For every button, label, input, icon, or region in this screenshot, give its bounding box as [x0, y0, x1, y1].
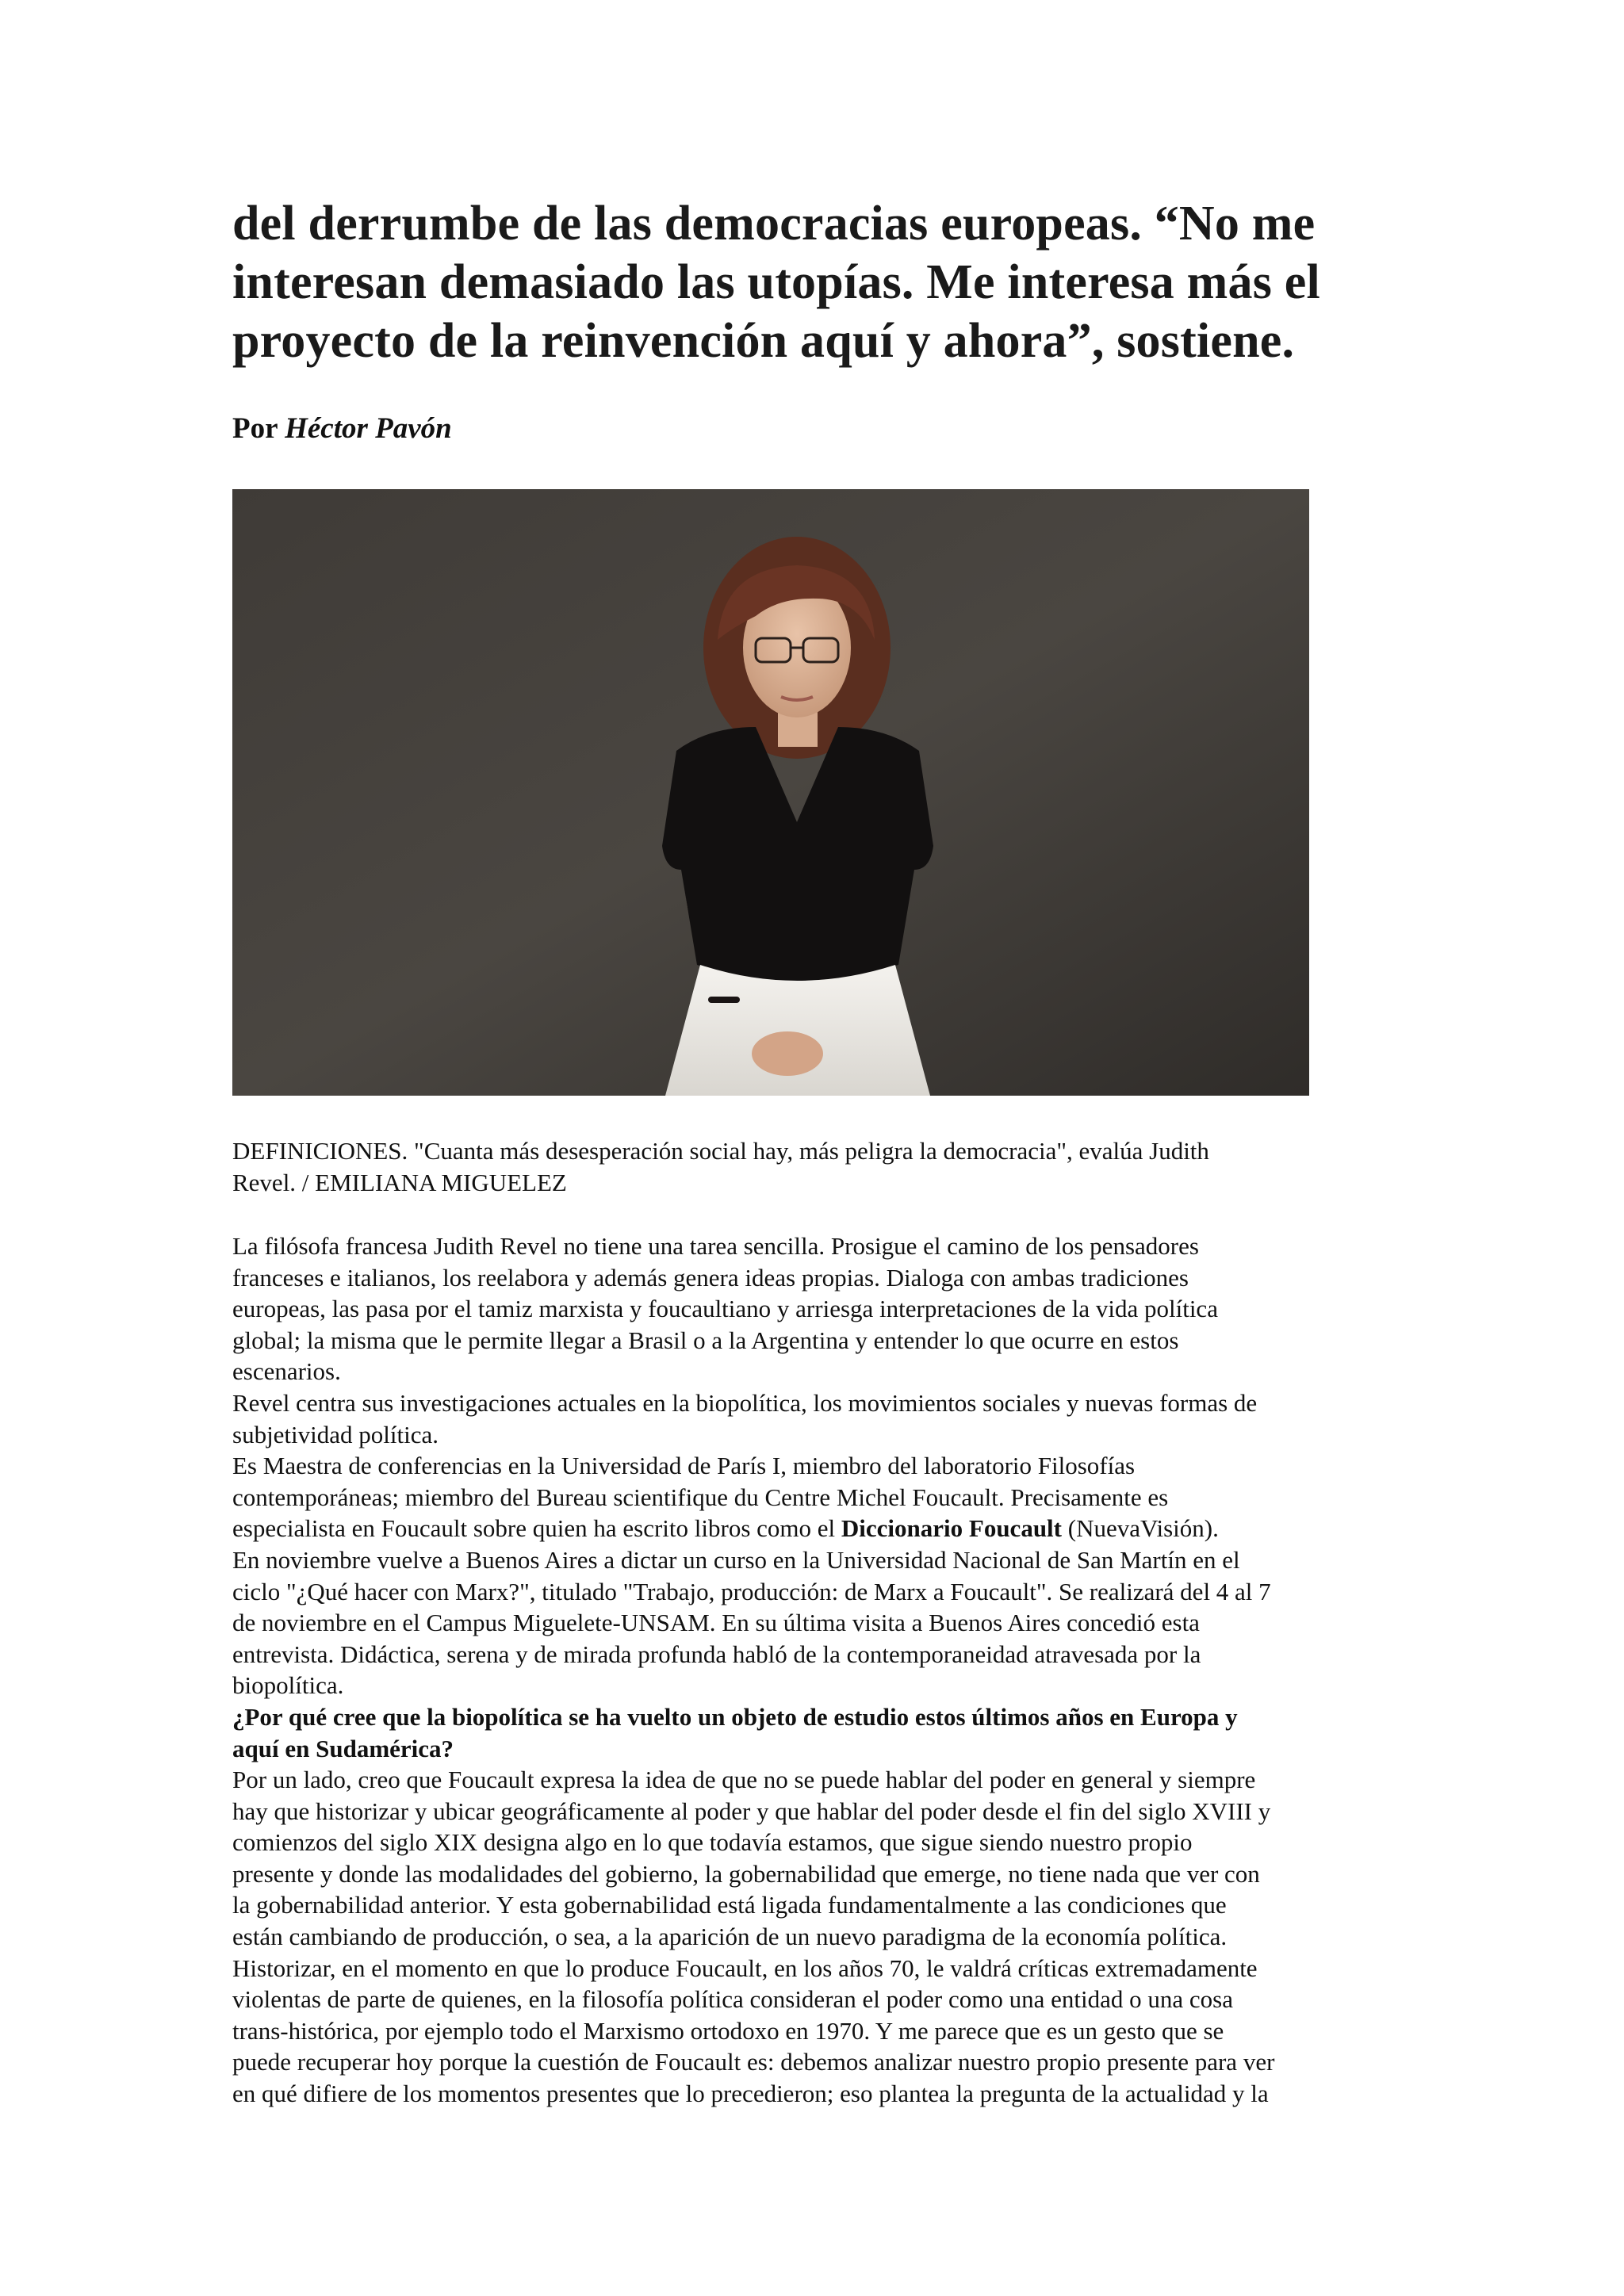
text-line: La filósofa francesa Judith Revel no tiene una tarea sencilla. Prosigue el camino de los pensadores — [232, 1232, 1199, 1260]
text-line: puede recuperar hoy porque la cuestión de Foucault es: debemos analizar nuestro propio presente para ver — [232, 2048, 1275, 2076]
paragraph — [232, 1544, 1398, 1701]
book-title: Diccionario Foucault — [841, 1514, 1062, 1543]
text-line: comienzos del siglo XIX designa algo en lo que todavía estamos, que sigue siendo nuestro propio — [232, 1828, 1193, 1857]
text-line: violentas de parte de quienes, en la filosofía política consideran el poder como una entidad o una cosa — [232, 1985, 1233, 2014]
text-line: entrevista. Didáctica, serena y de mirada profunda habló de la contemporaneidad atravesada por la — [232, 1640, 1201, 1668]
text-line: europeas, las pasa por el tamiz marxista y foucaultiano y arriesga interpretaciones de la vida política — [232, 1295, 1218, 1323]
headline-line: interesan demasiado las utopías. Me interesa más el — [232, 255, 1320, 309]
text-line: de noviembre en el Campus Miguelete-UNSAM. En su última visita a Buenos Aires concedió esta — [232, 1609, 1200, 1637]
portrait-illustration — [232, 489, 1309, 1096]
text-line: contemporáneas; miembro del Bureau scientifique du Centre Michel Foucault. Precisamente es — [232, 1483, 1169, 1511]
text-line: Es Maestra de conferencias en la Universidad de París I, miembro del laboratorio Filosofías — [232, 1452, 1136, 1480]
byline — [232, 411, 1398, 446]
text-line: Revel centra sus investigaciones actuales en la biopolítica, los movimientos sociales y nuevas formas de — [232, 1388, 1258, 1417]
text-line: subjetividad política. — [232, 1420, 439, 1448]
text-line: global; la misma que le permite llegar a Brasil o a la Argentina y entender lo que ocurre en estos — [232, 1326, 1179, 1354]
question-line: aquí en Sudamérica? — [232, 1734, 454, 1762]
caption-line: Revel. / EMILIANA MIGUELEZ — [232, 1169, 567, 1196]
text-line: (NuevaVisión). — [1062, 1514, 1219, 1543]
article — [232, 194, 1398, 2110]
headline-line: proyecto de la reinvención aquí y ahora”, sostiene. — [232, 314, 1295, 368]
question-line: ¿Por qué cree que la biopolítica se ha vuelto un objeto de estudio estos últimos años en Europa y — [232, 1702, 1238, 1731]
text-line: la gobernabilidad anterior. Y esta gobernabilidad está ligada fundamentalmente a las condiciones que — [232, 1891, 1227, 1919]
text-line: biopolítica. — [232, 1671, 344, 1700]
text-line: hay que historizar y ubicar geográficamente al poder y que hablar del poder desde el fin del siglo XVIII y — [232, 1797, 1271, 1825]
byline-author: Héctor Pavón — [285, 412, 452, 445]
text-line: en qué difiere de los momentos presentes que lo precedieron; eso plantea la pregunta de la actualidad y la — [232, 2080, 1269, 2108]
text-line: presente y donde las modalidades del gobierno, la gobernabilidad que emerge, no tiene nada que ver con — [232, 1859, 1260, 1888]
caption-line: DEFINICIONES. "Cuanta más desesperación social hay, más peligra la democracia", evalúa Judith — [232, 1137, 1209, 1165]
paragraph — [232, 1387, 1398, 1450]
text-line: Por un lado, creo que Foucault expresa la idea de que no se puede hablar del poder en general y siempre — [232, 1766, 1256, 1794]
portrait-photo — [232, 489, 1309, 1096]
text-line: están cambiando de producción, o sea, a la aparición de un nuevo paradigma de la economía política. — [232, 1923, 1228, 1951]
text-line: franceses e italianos, los reelabora y además genera ideas propias. Dialoga con ambas tradiciones — [232, 1263, 1189, 1292]
headline — [232, 194, 1398, 370]
headline-line: del derrumbe de las democracias europeas. “No me — [232, 197, 1316, 251]
text-line: trans-histórica, por ejemplo todo el Marxismo ortodoxo en 1970. Y me parece que es un gesto que se — [232, 2016, 1224, 2045]
article-body — [232, 1230, 1398, 2110]
text-line: ciclo "¿Qué hacer con Marx?", titulado "Trabajo, producción: de Marx a Foucault". Se realizará del 4 al 7 — [232, 1577, 1271, 1605]
interview-answer — [232, 1764, 1398, 2110]
paragraph — [232, 1450, 1398, 1544]
text-line: En noviembre vuelve a Buenos Aires a dictar un curso en la Universidad Nacional de San Martín en el — [232, 1545, 1240, 1574]
interview-question — [232, 1701, 1398, 1764]
photo-caption — [232, 1135, 1335, 1199]
byline-prefix: Por — [232, 412, 278, 445]
paragraph — [232, 1230, 1398, 1387]
text-line: especialista en Foucault sobre quien ha escrito libros como el — [232, 1514, 841, 1543]
text-line: Historizar, en el momento en que lo produce Foucault, en los años 70, le valdrá críticas extremadamente — [232, 1954, 1258, 1982]
text-line: escenarios. — [232, 1357, 341, 1386]
